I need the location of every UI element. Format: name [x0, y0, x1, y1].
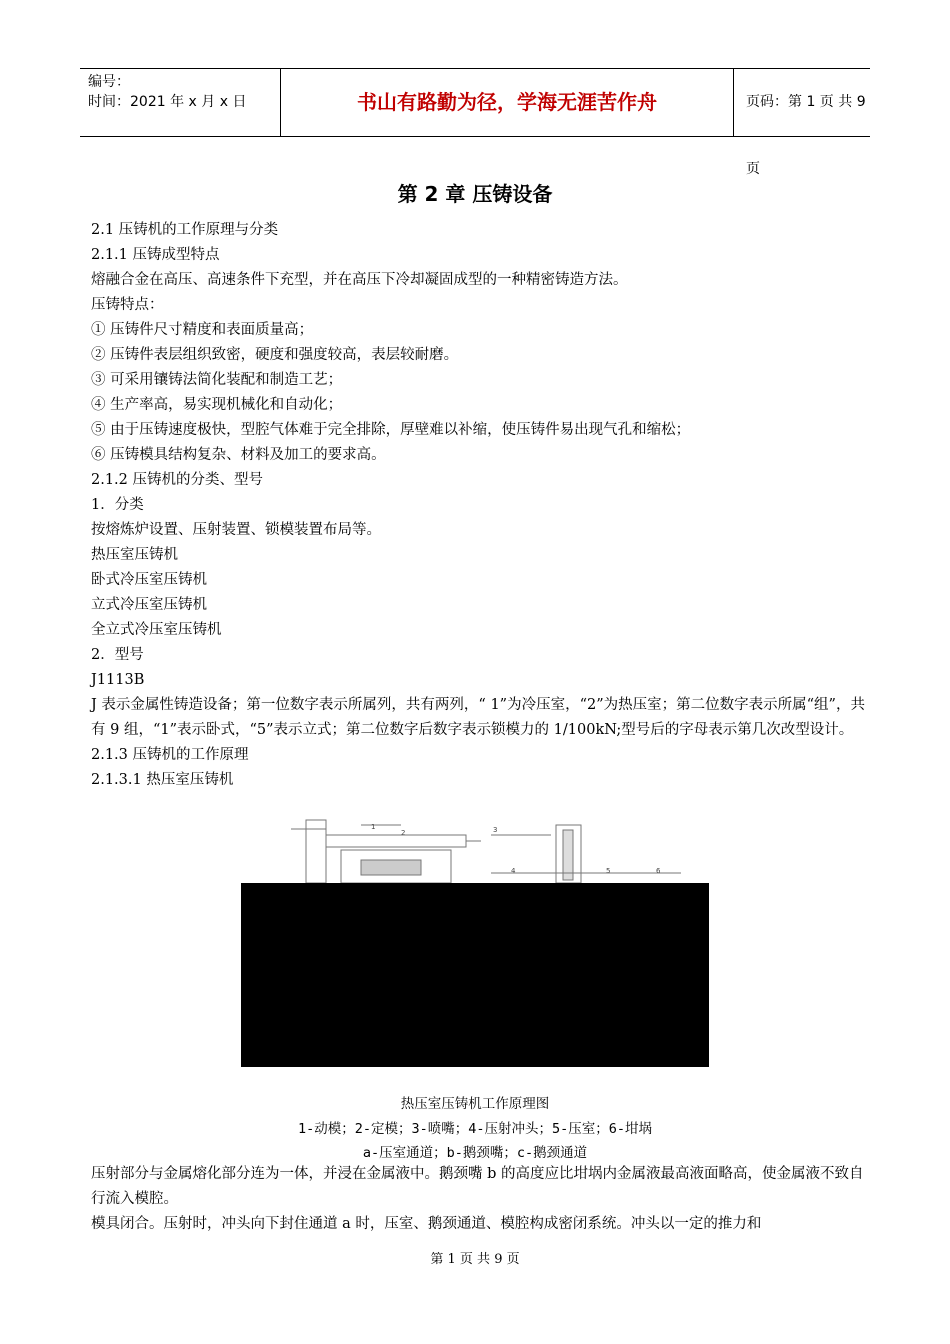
paragraph: 1．分类	[91, 497, 144, 513]
figure-legend: 1-动模；2-定模；3-喷嘴；4-压射冲头；5-压室；6-坩埚	[297, 1121, 653, 1137]
svg-text:5: 5	[606, 867, 611, 875]
body-text-continued	[91, 1162, 866, 1237]
redacted-diagram-area	[241, 883, 709, 1067]
section-heading: 2.1.2 压铸机的分类、型号	[91, 472, 264, 488]
list-item: ⑤ 由于压铸速度极快，型腔气体难于完全排除，厚壁难以补缩，使压铸件易出现气孔和缩松；	[91, 422, 691, 438]
list-item: 热压室压铸机	[91, 547, 178, 563]
page-header	[80, 68, 870, 177]
header-meta	[80, 69, 280, 136]
paragraph: 压铸特点：	[91, 297, 164, 313]
paragraph: J 表示金属性铸造设备；第一位数字表示所属列，共有两列，“ 1”为冷压室，“2”为热压室；第二位数字表示所属“组”，共有 9 组，“1”表示卧式，“5”表示立式；第二位数字后数字表示锁模力的 1/100kN;型号后的字母表示第几次改型设计。	[91, 697, 865, 738]
figure-caption: 热压室压铸机工作原理图	[400, 1096, 550, 1112]
body-text	[91, 218, 866, 793]
svg-text:3: 3	[493, 826, 498, 834]
paragraph: 2．型号	[91, 647, 144, 663]
list-item: 立式冷压室压铸机	[91, 597, 207, 613]
machine-diagram-figure	[241, 815, 711, 1067]
section-heading: 2.1 压铸机的工作原理与分类	[91, 222, 279, 238]
paragraph: 模具闭合。压射时，冲头向下封住通道 a 时，压室、鹅颈通道、模腔构成密闭系统。冲头以一定的推力和	[91, 1216, 762, 1232]
list-item: ④ 生产率高，易实现机械化和自动化；	[91, 397, 343, 413]
paragraph: J1113B	[91, 672, 145, 688]
svg-text:6: 6	[656, 867, 661, 875]
document-date: 时间：2021 年 x 月 x 日	[88, 94, 247, 110]
chapter-title: 第 2 章 压铸设备	[397, 182, 553, 206]
header-page-number: 页码：第 1 页 共 9 页	[746, 94, 866, 177]
section-heading: 2.1.3.1 热压室压铸机	[91, 772, 234, 788]
machine-diagram-drawing	[241, 815, 711, 885]
list-item: 卧式冷压室压铸机	[91, 572, 207, 588]
header-motto: 书山有路勤为径，学海无涯苦作舟	[280, 69, 734, 136]
list-item: ⑥ 压铸模具结构复杂、材料及加工的要求高。	[91, 447, 386, 463]
list-item: 全立式冷压室压铸机	[91, 622, 222, 638]
svg-text:2: 2	[401, 829, 406, 837]
paragraph: 压射部分与金属熔化部分连为一体，并浸在金属液中。鹅颈嘴 b 的高度应比坩埚内金属液最高液面略高，使金属液不致自行流入模腔。	[91, 1166, 864, 1207]
figure-legend: a-压室通道；b-鹅颈嘴；c-鹅颈通道	[362, 1145, 588, 1161]
section-heading: 2.1.3 压铸机的工作原理	[91, 747, 249, 763]
svg-text:4: 4	[511, 867, 516, 875]
list-item: ② 压铸件表层组织致密，硬度和强度较高，表层较耐磨。	[91, 347, 459, 363]
section-heading: 2.1.1 压铸成型特点	[91, 247, 220, 263]
document-number: 编号：	[88, 74, 130, 90]
svg-text:1: 1	[371, 823, 376, 831]
page-footer: 第 1 页 共 9 页	[430, 1252, 520, 1267]
paragraph: 按熔炼炉设置、压射装置、锁模装置布局等。	[91, 522, 381, 538]
list-item: ① 压铸件尺寸精度和表面质量高；	[91, 322, 314, 338]
list-item: ③ 可采用镶铸法简化装配和制造工艺；	[91, 372, 343, 388]
paragraph: 熔融合金在高压、高速条件下充型，并在高压下冷却凝固成型的一种精密铸造方法。	[91, 272, 628, 288]
